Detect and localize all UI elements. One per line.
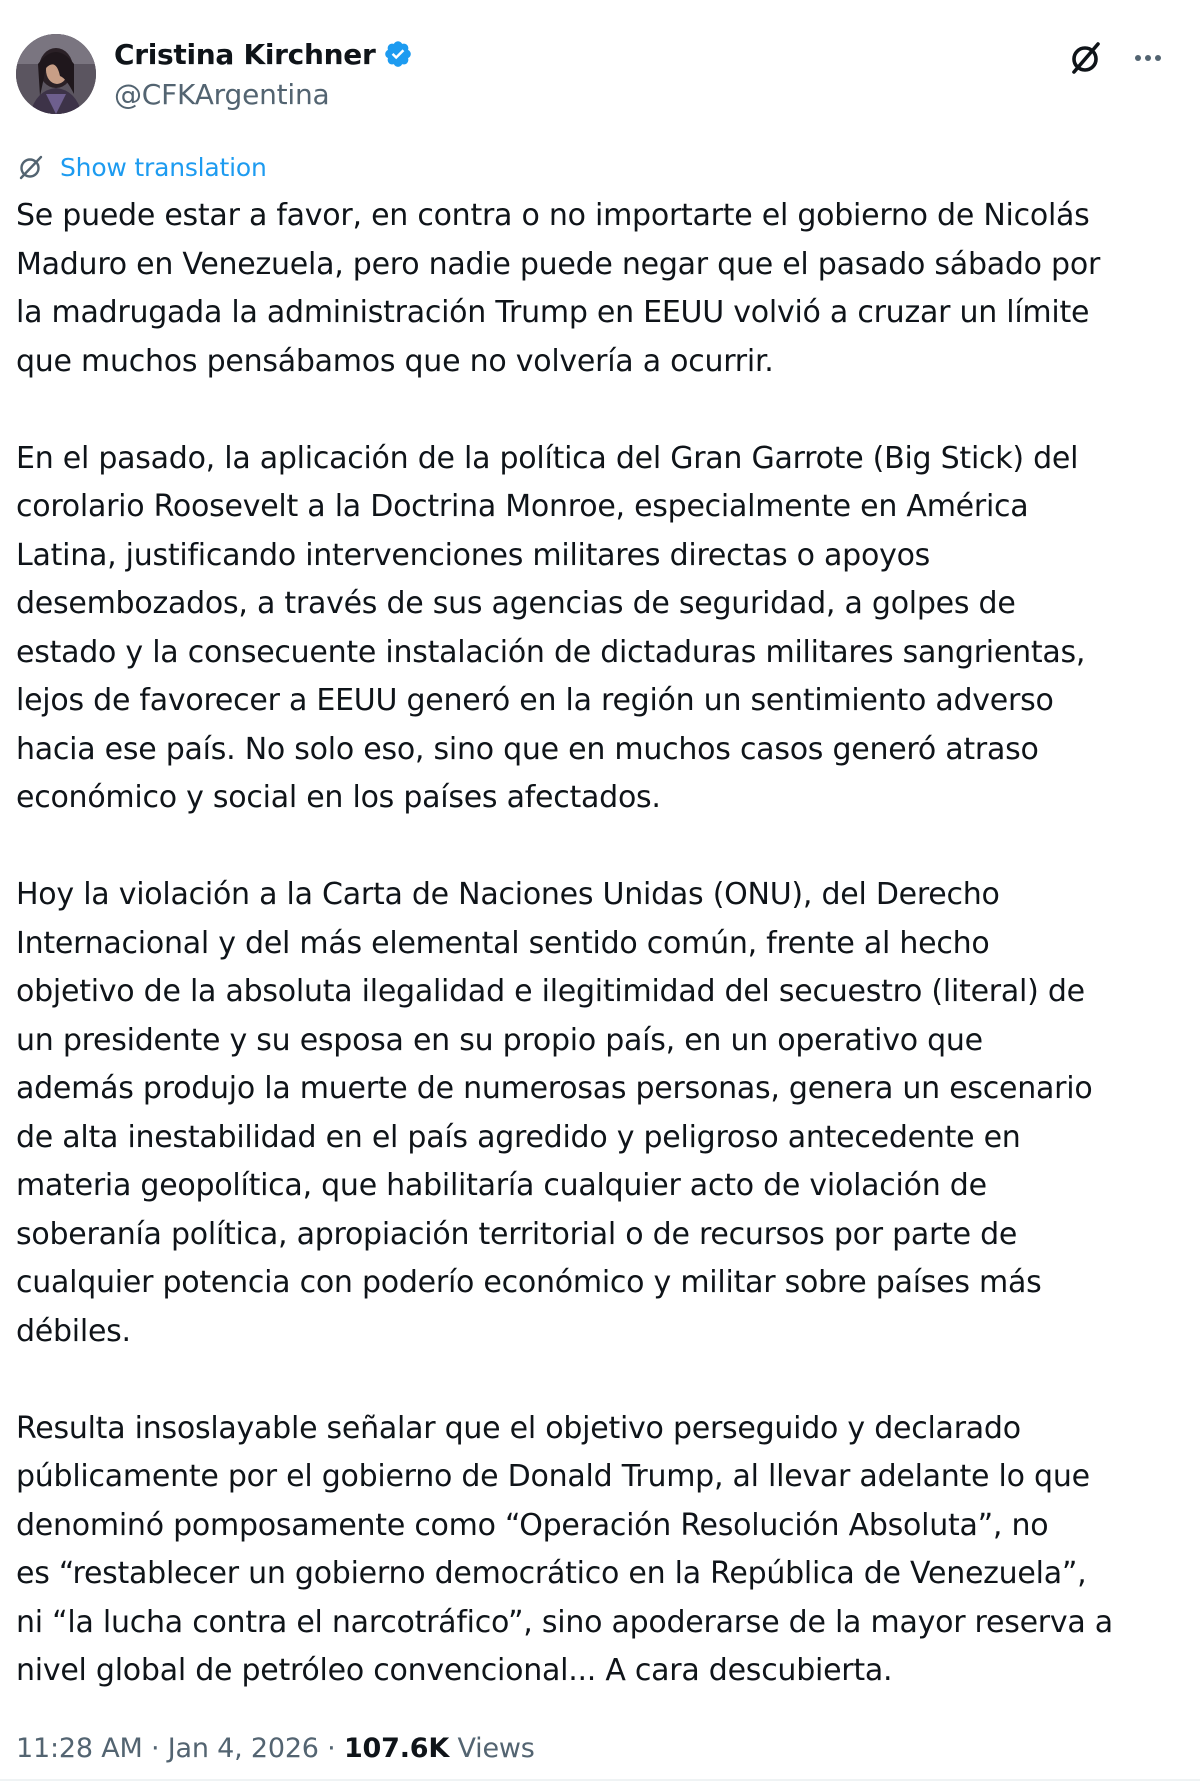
meta-separator: · — [318, 1733, 344, 1764]
views-label: Views — [449, 1733, 535, 1764]
translate-icon — [16, 152, 46, 182]
views-count[interactable]: 107.6K — [343, 1733, 450, 1764]
avatar-image — [16, 34, 96, 114]
header-actions — [1066, 38, 1168, 78]
post-date[interactable]: Jan 4, 2026 — [167, 1733, 319, 1764]
tweet-header — [16, 34, 1184, 118]
tweet-body — [16, 192, 1186, 1744]
author-names — [114, 36, 413, 111]
handle[interactable]: @CFKArgentina — [114, 78, 330, 111]
more-options-icon[interactable] — [1128, 38, 1168, 78]
display-name[interactable]: Cristina Kirchner — [114, 37, 376, 71]
avatar[interactable] — [16, 34, 96, 114]
tweet-paragraph: Hoy la violación a la Carta de Naciones Unidas (ONU), del Derecho Internacional y del más elemental sentido común, frente al hecho objetivo de la absoluta ilegalidad e ilegitimidad del secuestro (literal) de un presidente y su esposa en su propio país, en un operativo que además produjo la muerte de numerosas personas, genera un escenario de alta inestabilidad en el país agredido y peligroso antecedente en materia geopolítica, que habilitaría cualquier acto de violación de soberanía política, apropiación territorial o de recursos por parte de cualquier potencia con poderío económico y militar sobre países más débiles. — [16, 877, 1093, 1349]
show-translation-label[interactable]: Show translation — [60, 152, 267, 182]
show-translation-button[interactable] — [16, 150, 267, 184]
tweet-paragraph: Resulta insoslayable señalar que el objetivo perseguido y declarado públicamente por el gobierno de Donald Trump, al llevar adelante lo que denominó pomposamente como “Operación Resolución Absoluta”, no es “restablecer un gobierno democrático en la República de Venezuela”, ni “la lucha contra el narcotráfico”, sino apoderarse de la mayor reserva a nivel global de petróleo convencional... A cara descubierta. — [16, 1410, 1113, 1688]
verified-badge-icon[interactable] — [383, 39, 413, 69]
grok-icon[interactable] — [1066, 38, 1106, 78]
tweet-meta — [16, 1733, 535, 1764]
tweet-paragraph: Se puede estar a favor, en contra o no importarte el gobierno de Nicolás Maduro en Venezuela, pero nadie puede negar que el pasado sábado por la madrugada la administración Trump en EEUU volvió a cruzar un límite que muchos pensábamos que no volvería a ocurrir. — [16, 198, 1101, 379]
post-time[interactable]: 11:28 AM — [16, 1733, 143, 1764]
tweet-paragraph: En el pasado, la aplicación de la política del Gran Garrote (Big Stick) del corolario Roosevelt a la Doctrina Monroe, especialmente en América Latina, justificando intervenciones militares directas o apoyos desembozados, a través de sus agencias de seguridad, a golpes de estado y la consecuente instalación de dictaduras militares sangrientas, lejos de favorecer a EEUU generó en la región un sentimiento adverso hacia ese país. No solo eso, sino que en muchos casos generó atraso económico y social en los países afectados. — [16, 440, 1086, 815]
meta-separator: · — [142, 1733, 168, 1764]
